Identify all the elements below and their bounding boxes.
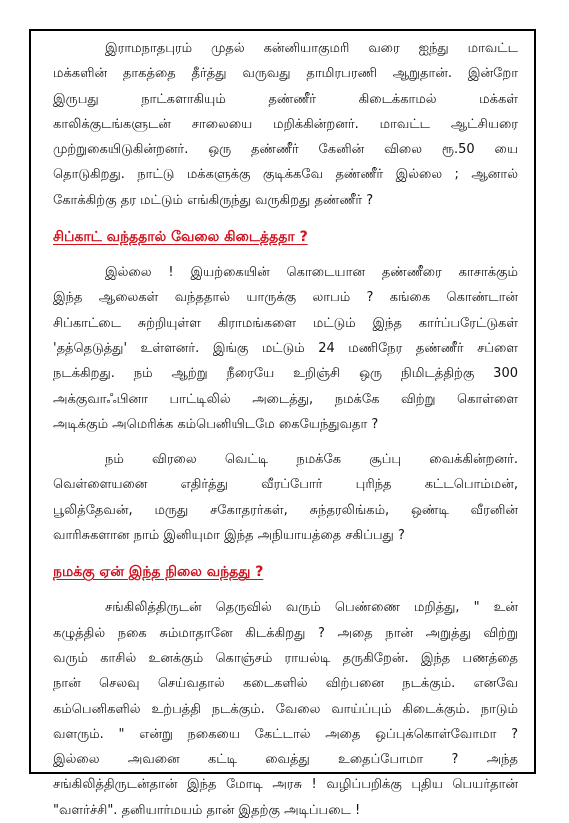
text-line: "வளர்ச்சி". தனியார்மயம் தான் இதற்கு அடிப்படை ! bbox=[53, 802, 361, 818]
text-line: இருபது நாட்களாகியும் தண்ணீர் கிடைக்காமல் மக்கள் bbox=[53, 91, 518, 107]
text-line: அக்குவாஃபினா பாட்டிலில் அடைத்து, நமக்கே விற்று கொள்ளை bbox=[53, 391, 518, 407]
text-line: கம்பெனிகளில் உற்பத்தி நடக்கும். வேலை வாய்ப்பும் கிடைக்கும். நாடும் bbox=[53, 701, 518, 717]
section-heading-why: நமக்கு ஏன் இந்த நிலை வந்தது ? bbox=[53, 564, 264, 581]
text-line: அடிக்கும் அமெரிக்க கம்பெனியிடமே கையேந்துவதா ? bbox=[53, 416, 379, 432]
paragraph-4 bbox=[53, 595, 518, 823]
text-line: தொடுகிறது. நாட்டு மக்களுக்கு குடிக்கவே தண்ணீர் இல்லை ; ஆனால் bbox=[53, 167, 518, 183]
paragraph-3 bbox=[53, 447, 518, 548]
text-line: இராமநாதபுரம் முதல் கன்னியாகுமரி வரை ஐந்து மாவட்ட bbox=[105, 41, 518, 56]
text-line: இல்லை அவனை கட்டி வைத்து உதைப்போமா ? அந்த bbox=[53, 752, 518, 768]
text-line: வளரும். " என்று நகையை கேட்டால் அதை ஒப்புக்கொள்வோமா ? bbox=[53, 726, 518, 742]
text-line: காலிக்குடங்களுடன் சாலையை மறிக்கின்றனர். மாவட்ட ஆட்சியரை bbox=[53, 116, 518, 132]
text-line: சங்கிலித்திருடன் தெருவில் வரும் பெண்ணை மறித்து, " உன் bbox=[105, 600, 518, 616]
text-line: மக்களின் தாகத்தை தீர்த்து வருவது தாமிரபரணி ஆறுதான். இன்றோ bbox=[53, 66, 518, 82]
text-line: வெள்ளையனை எதிர்த்து வீரப்போர் புரிந்த கட்டபொம்மன், bbox=[53, 477, 518, 493]
section-heading-sipcot: சிப்காட் வந்ததால் வேலை கிடைத்ததா ? bbox=[53, 229, 308, 246]
text-line: வாரிசுகளான நாம் இனியுமா இந்த அநியாயத்தை சகிப்பது ? bbox=[53, 528, 405, 544]
text-line: நான் செலவு செய்வதால் கடைகளில் விற்பனை நடக்கும். எனவே bbox=[53, 676, 518, 692]
text-line: சங்கிலித்திருடன்தான் இந்த மோடி அரசு ! வழிப்பறிக்கு புதிய பெயர்தான் bbox=[53, 777, 518, 793]
text-line: நடக்கிறது. நம் ஆற்று நீரையே உறிஞ்சி ஒரு நிமிடத்திற்கு 300 bbox=[53, 366, 518, 382]
text-line: பூலித்தேவன், மருது சகோதரர்கள், சுந்தரலிங்கம், ஒண்டி வீரனின் bbox=[53, 502, 518, 518]
text-line: முற்றுகையிடுகின்றனர். ஒரு தண்ணீர் கேனின் விலை ரூ.50 யை bbox=[53, 142, 518, 158]
paragraph-2 bbox=[53, 260, 518, 437]
text-line: 'தத்தெடுத்து' உள்ளனர். இங்கு மட்டும் 24 மணிநேர தண்ணீர் சப்ளை bbox=[53, 340, 518, 356]
text-line: வரும் காசில் உனக்கும் கொஞ்சம் ராயல்டி தருகிறேன். இந்த பணத்தை bbox=[53, 650, 518, 666]
document-body bbox=[53, 36, 518, 823]
text-line: இந்த ஆலைகள் வந்ததால் யாருக்கு லாபம் ? கங்கை கொண்டான் bbox=[53, 290, 518, 306]
text-line: சிப்காட்டை சுற்றியுள்ள கிராமங்களை மட்டும் இந்த கார்ப்பரேட்டுகள் bbox=[53, 315, 518, 331]
text-line: இல்லை ! இயற்கையின் கொடையான தண்ணீரை காசாக்கும் bbox=[105, 265, 518, 281]
text-line: நம் விரலை வெட்டி நமக்கே சூப்பு வைக்கின்றனர். bbox=[105, 452, 518, 468]
paragraph-1 bbox=[53, 36, 518, 213]
text-line: கோக்கிற்கு தர மட்டும் எங்கிருந்து வருகிறது தண்ணீர் ? bbox=[53, 192, 374, 208]
text-line: கழுத்தில் நகை சும்மாதானே கிடக்கிறது ? அதை நான் அறுத்து விற்று bbox=[53, 625, 518, 641]
